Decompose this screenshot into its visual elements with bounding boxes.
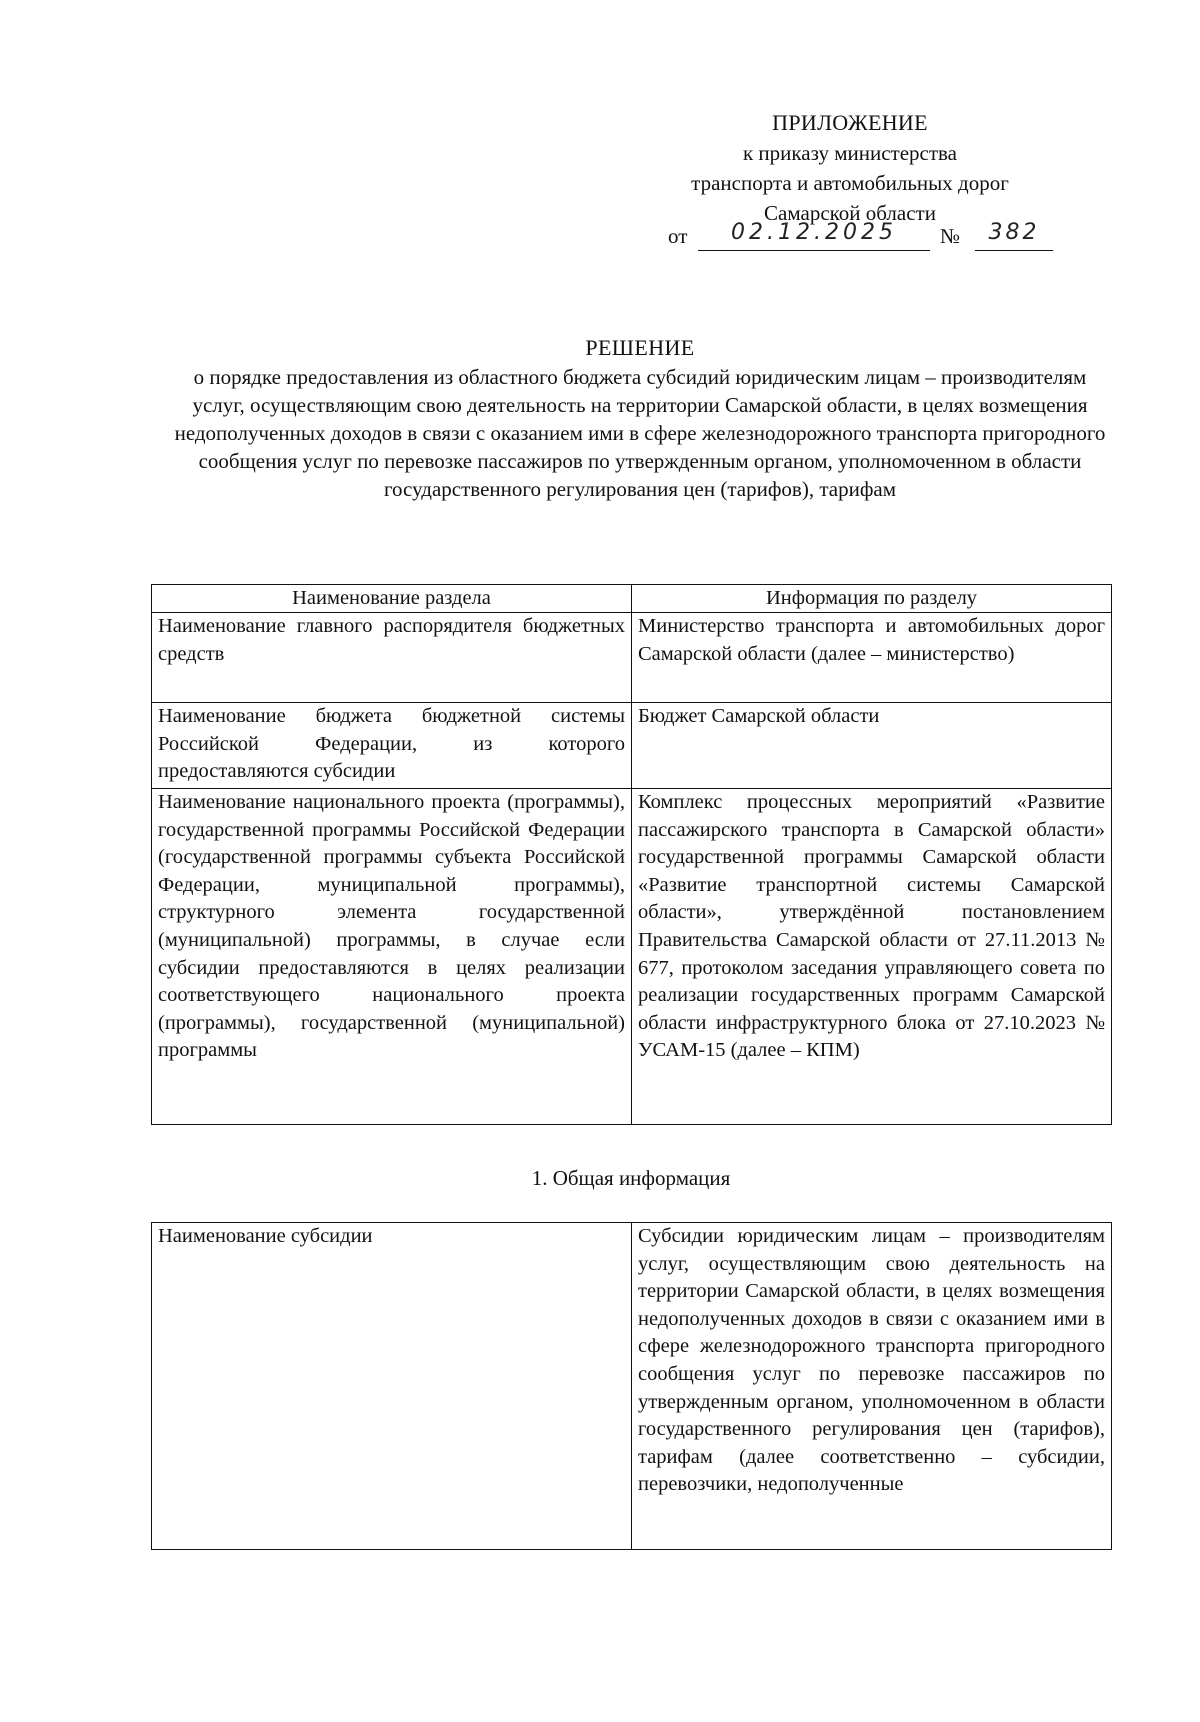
appendix-header — [640, 108, 1060, 228]
table-cell-value: Субсидии юридическим лицам – производителям услуг, осуществляющим свою деятельность на территории Самарской области, в целях возмещения недополученных доходов в связи с оказанием ими в сфере железнодорожного транспорта пригородного сообщения услуг по перевозке пассажиров по утвержденным органом, уполномоченном в области государственного регулирования цен (тарифов), тарифам (далее соответственно – субсидии, перевозчики, недополученные — [632, 1223, 1112, 1550]
table-cell-info: Комплекс процессных мероприятий «Развитие пассажирского транспорта в Самарской области» государственной программы Самарской области «Развитие транспортной системы Самарской области», утверждённой постановлением Правительства Самарской области от 27.11.2013 № 677, протоколом заседания управляющего совета по реализации государственных программ Самарской области инфраструктурного блока от 27.10.2023 № УСАМ-15 (далее – КПМ) — [632, 789, 1112, 1125]
decision-subject: о порядке предоставления из областного бюджета субсидий юридическим лицам – производителям услуг, осуществляющим свою деятельность на территории Самарской области, в целях возмещения недополученных доходов в связи с оказанием ими в сфере железнодорожного транспорта пригородного сообщения услуг по перевозке пассажиров по утвержденным органом, уполномоченном в области государственного регулирования цен (тарифов), тарифам — [174, 365, 1106, 501]
general-info-table — [151, 1222, 1112, 1550]
table-row — [152, 703, 1112, 789]
table-cell-section: Наименование бюджета бюджетной системы Российской Федерации, из которого предоставляются субсидии — [152, 703, 632, 789]
column-header: Наименование раздела — [152, 585, 632, 613]
table-cell-section: Наименование национального проекта (программы), государственной программы Российской Федерации (государственной программы субъекта Российской Федерации, муниципальной программы), структурного элемента государственной (муниципальной) программы, в случае если субсидии предоставляются в целях реализации соответствующего национального проекта (программы), государственной (муниципальной) программы — [152, 789, 632, 1125]
order-date-line — [668, 220, 1088, 254]
table-cell-info: Бюджет Самарской области — [632, 703, 1112, 789]
section-info-table — [151, 584, 1112, 1125]
order-date-handwritten: 02.12.2025 — [698, 220, 930, 251]
table-row — [152, 1223, 1112, 1550]
table-cell-label: Наименование субсидии — [152, 1223, 632, 1550]
table-row — [152, 789, 1112, 1125]
decision-block — [170, 334, 1110, 503]
table-cell-section: Наименование главного распорядителя бюджетных средств — [152, 613, 632, 703]
appendix-line: Самарской области — [764, 201, 936, 225]
appendix-line: к приказу министерства — [742, 141, 958, 165]
table-cell-info: Министерство транспорта и автомобильных дорог Самарской области (далее – министерство) — [632, 613, 1112, 703]
section-title: 1. Общая информация — [531, 1166, 731, 1190]
table-header-row — [152, 585, 1112, 613]
number-sign: № — [940, 224, 961, 248]
date-prefix: от — [668, 224, 688, 248]
order-number-handwritten: 382 — [975, 220, 1053, 251]
appendix-line: транспорта и автомобильных дорог — [691, 171, 1009, 195]
table-row — [152, 613, 1112, 703]
appendix-title: ПРИЛОЖЕНИЕ — [772, 110, 928, 135]
column-header: Информация по разделу — [632, 585, 1112, 613]
decision-heading: РЕШЕНИЕ — [585, 335, 695, 360]
